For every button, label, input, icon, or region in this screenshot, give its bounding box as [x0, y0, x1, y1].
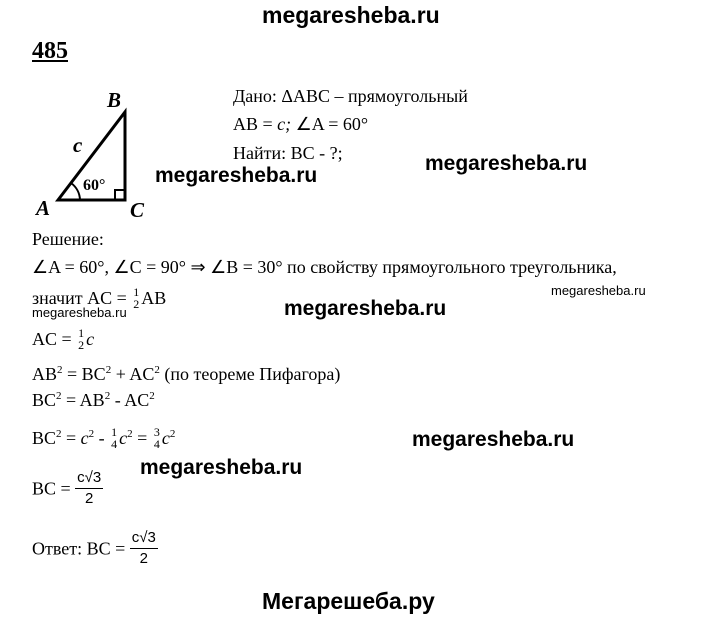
solution-line-6: $BC^2 = c^2$ - 1 4 $c^2$ = 3 4 $c^2$	[32, 425, 176, 451]
answer-line: Ответ: BC = $\frac{c√3}{2}$	[32, 529, 156, 567]
side-label-c: c	[73, 133, 83, 157]
given-line-1: Дано: ΔABC – прямоугольный	[233, 86, 468, 106]
vertex-label-a: A	[36, 196, 51, 220]
angle-arc	[71, 183, 80, 200]
watermark: megaresheba.ru	[140, 456, 303, 479]
watermark: megaresheba.ru	[155, 164, 318, 187]
angle-label: 60°	[83, 177, 106, 194]
solution-heading: Решение:	[32, 229, 104, 249]
vertex-label-b: B	[107, 88, 122, 112]
solution-line-1: ∠A = 60°, ∠C = 90° ⇒ ∠B = 30° по свойству прямоугольного треугольника,	[32, 257, 617, 277]
header-site-name: megaresheba.ru	[262, 2, 440, 28]
solution-line-4: $AB^2 = BC^2 + AC^2$ (по теореме Пифагора)	[32, 364, 341, 384]
watermark: megaresheba.ru	[425, 152, 588, 175]
solution-line-5: $BC^2 = AB^2 - AC^2$	[32, 390, 155, 410]
solution-line-2: значит AC = 1 2 AB	[32, 285, 167, 311]
problem-number: 485	[32, 38, 68, 64]
solution-line-7: BC = $\frac{c√3}{2}$	[32, 469, 102, 507]
watermark: megaresheba.ru	[551, 283, 646, 298]
watermark: megaresheba.ru	[32, 305, 127, 320]
footer-site-name: Мегарешеба.ру	[262, 588, 435, 614]
triangle-figure	[30, 85, 165, 220]
given-line-3: Найти: BC - ?;	[233, 143, 343, 163]
vertex-label-c: C	[130, 198, 145, 222]
watermark: megaresheba.ru	[284, 297, 447, 320]
given-line-2: AB = c; ∠A = 60°	[233, 114, 369, 134]
solution-line-3: AC = 1 2 c	[32, 326, 95, 352]
watermark: megaresheba.ru	[412, 428, 575, 451]
